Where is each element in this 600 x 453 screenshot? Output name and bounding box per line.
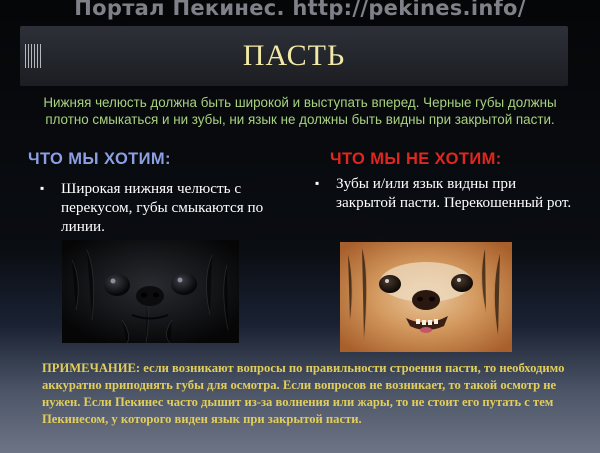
black-pekingese-image [62, 240, 239, 343]
slide-title: ПАСТЬ [242, 39, 346, 72]
not-want-heading: ЧТО МЫ НЕ ХОТИМ: [330, 150, 502, 168]
not-want-bullet-text: Зубы и/или язык видны при закрытой пасти. Перекошенный рот. [336, 175, 572, 211]
note-paragraph [42, 360, 580, 428]
intro-text: Нижняя челюсть должна быть широкой и выступать вперед. Черные губы должны плотно смыкаться и ни зубы, ни язык не должны быть видны при закрытой пасти. [43, 95, 557, 127]
square-bullet-icon: ▪ [315, 176, 320, 190]
want-heading: ЧТО МЫ ХОТИМ: [28, 150, 171, 168]
want-bullet-text: Широкая нижняя челюсть с перекусом, губы смыкаются по линии. [61, 180, 264, 235]
black-pekingese-photo [62, 240, 239, 343]
red-pekingese-photo [340, 242, 512, 352]
watermark-text: Портал Пекинес. http://pekines.info/ [74, 0, 526, 20]
note-text: если возникают вопросы по правильности строения пасти, то необходимо аккуратно приподнять губы для осмотра. Если вопросов не возникает, то такой осмотр не нужен. Если Пекинес часто дышит из-за волнения или жары, то не стоит его путать с тем Пекинесом, у которого виден язык при закрытой пасти. [42, 361, 565, 426]
note-label: ПРИМЕЧАНИЕ: [42, 361, 141, 375]
title-bar [20, 26, 568, 86]
not-want-bullet [315, 174, 575, 212]
want-bullet [40, 179, 290, 236]
square-bullet-icon: ▪ [40, 181, 45, 195]
red-pekingese-image [340, 242, 512, 352]
